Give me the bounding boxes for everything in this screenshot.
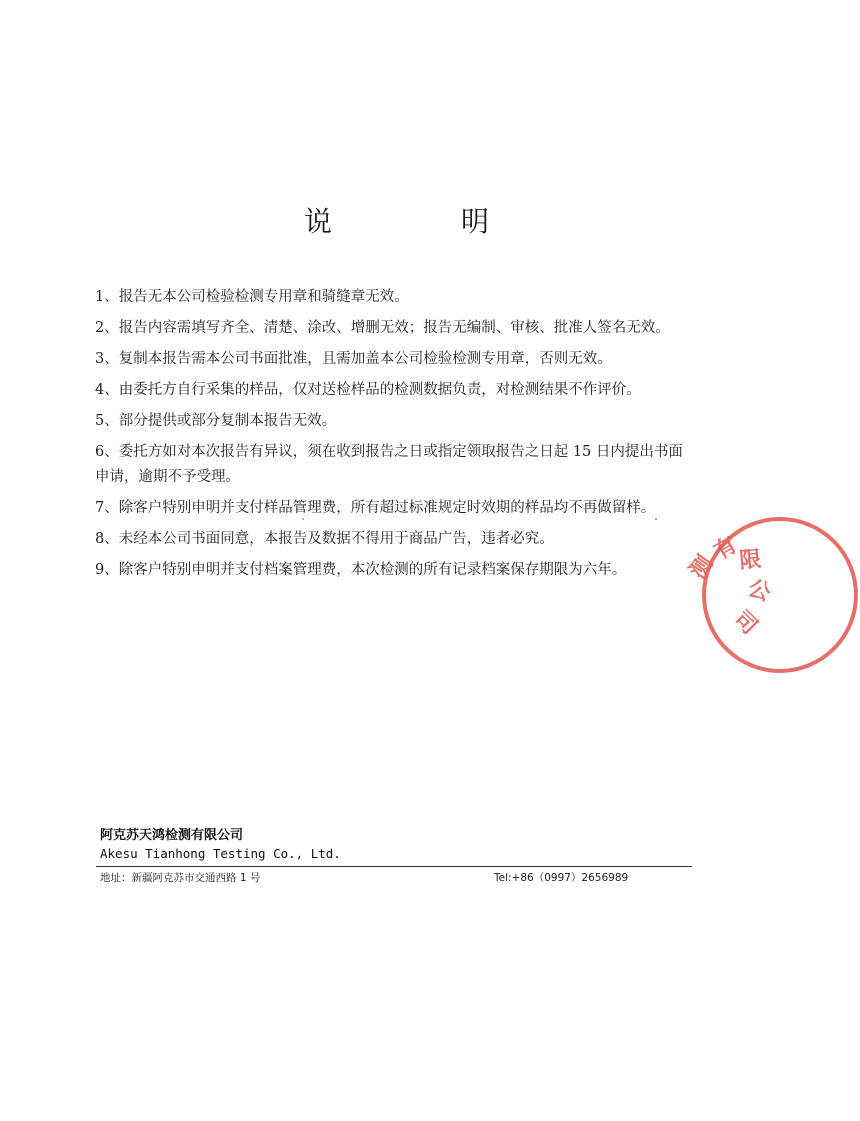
- footer-address: 地址：新疆阿克苏市交通西路 1 号: [100, 872, 261, 884]
- scan-speck: [655, 518, 657, 520]
- footer-telephone: Tel:+86（0997）2656989: [494, 872, 629, 884]
- page-title: 说 明: [304, 205, 549, 238]
- note-item: 6、委托方如对本次报告有异议，须在收到报告之日或指定领取报告之日起 15 日内提出书面申请，逾期不予受理。: [95, 444, 683, 485]
- note-item: 3、复制本报告需本公司书面批准，且需加盖本公司检验检测专用章，否则无效。: [95, 351, 612, 367]
- notes-list: [95, 285, 695, 589]
- seal-text: [685, 532, 774, 640]
- footer-company-cn: 阿克苏天鸿检测有限公司: [100, 828, 244, 843]
- note-item: 8、未经本公司书面同意，本报告及数据不得用于商品广告，违者必究。: [95, 531, 554, 547]
- company-seal-stamp: [685, 515, 860, 675]
- note-item: 2、报告内容需填写齐全、清楚、涂改、增删无效；报告无编制、审核、批准人签名无效。: [95, 320, 670, 336]
- note-item: 1、报告无本公司检验检测专用章和骑缝章无效。: [95, 289, 409, 305]
- footer-company-en: Akesu Tianhong Testing Co., Ltd.: [100, 846, 341, 861]
- note-item: 5、部分提供或部分复制本报告无效。: [95, 413, 337, 429]
- note-item: 7、除客户特别申明并支付样品管理费，所有超过标准规定时效期的样品均不再做留样。: [95, 500, 656, 516]
- note-item: 4、由委托方自行采集的样品，仅对送检样品的检测数据负责，对检测结果不作评价。: [95, 382, 641, 398]
- svg-text:测: 测: [685, 551, 719, 584]
- footer-divider: [96, 866, 692, 867]
- scan-speck: [302, 518, 304, 520]
- svg-text:有: 有: [709, 532, 742, 566]
- svg-text:司: 司: [728, 606, 762, 640]
- svg-text:限: 限: [738, 547, 763, 574]
- note-item: 9、除客户特别申明并支付档案管理费，本次检测的所有记录档案保存期限为六年。: [95, 562, 627, 578]
- svg-text:公: 公: [744, 575, 774, 607]
